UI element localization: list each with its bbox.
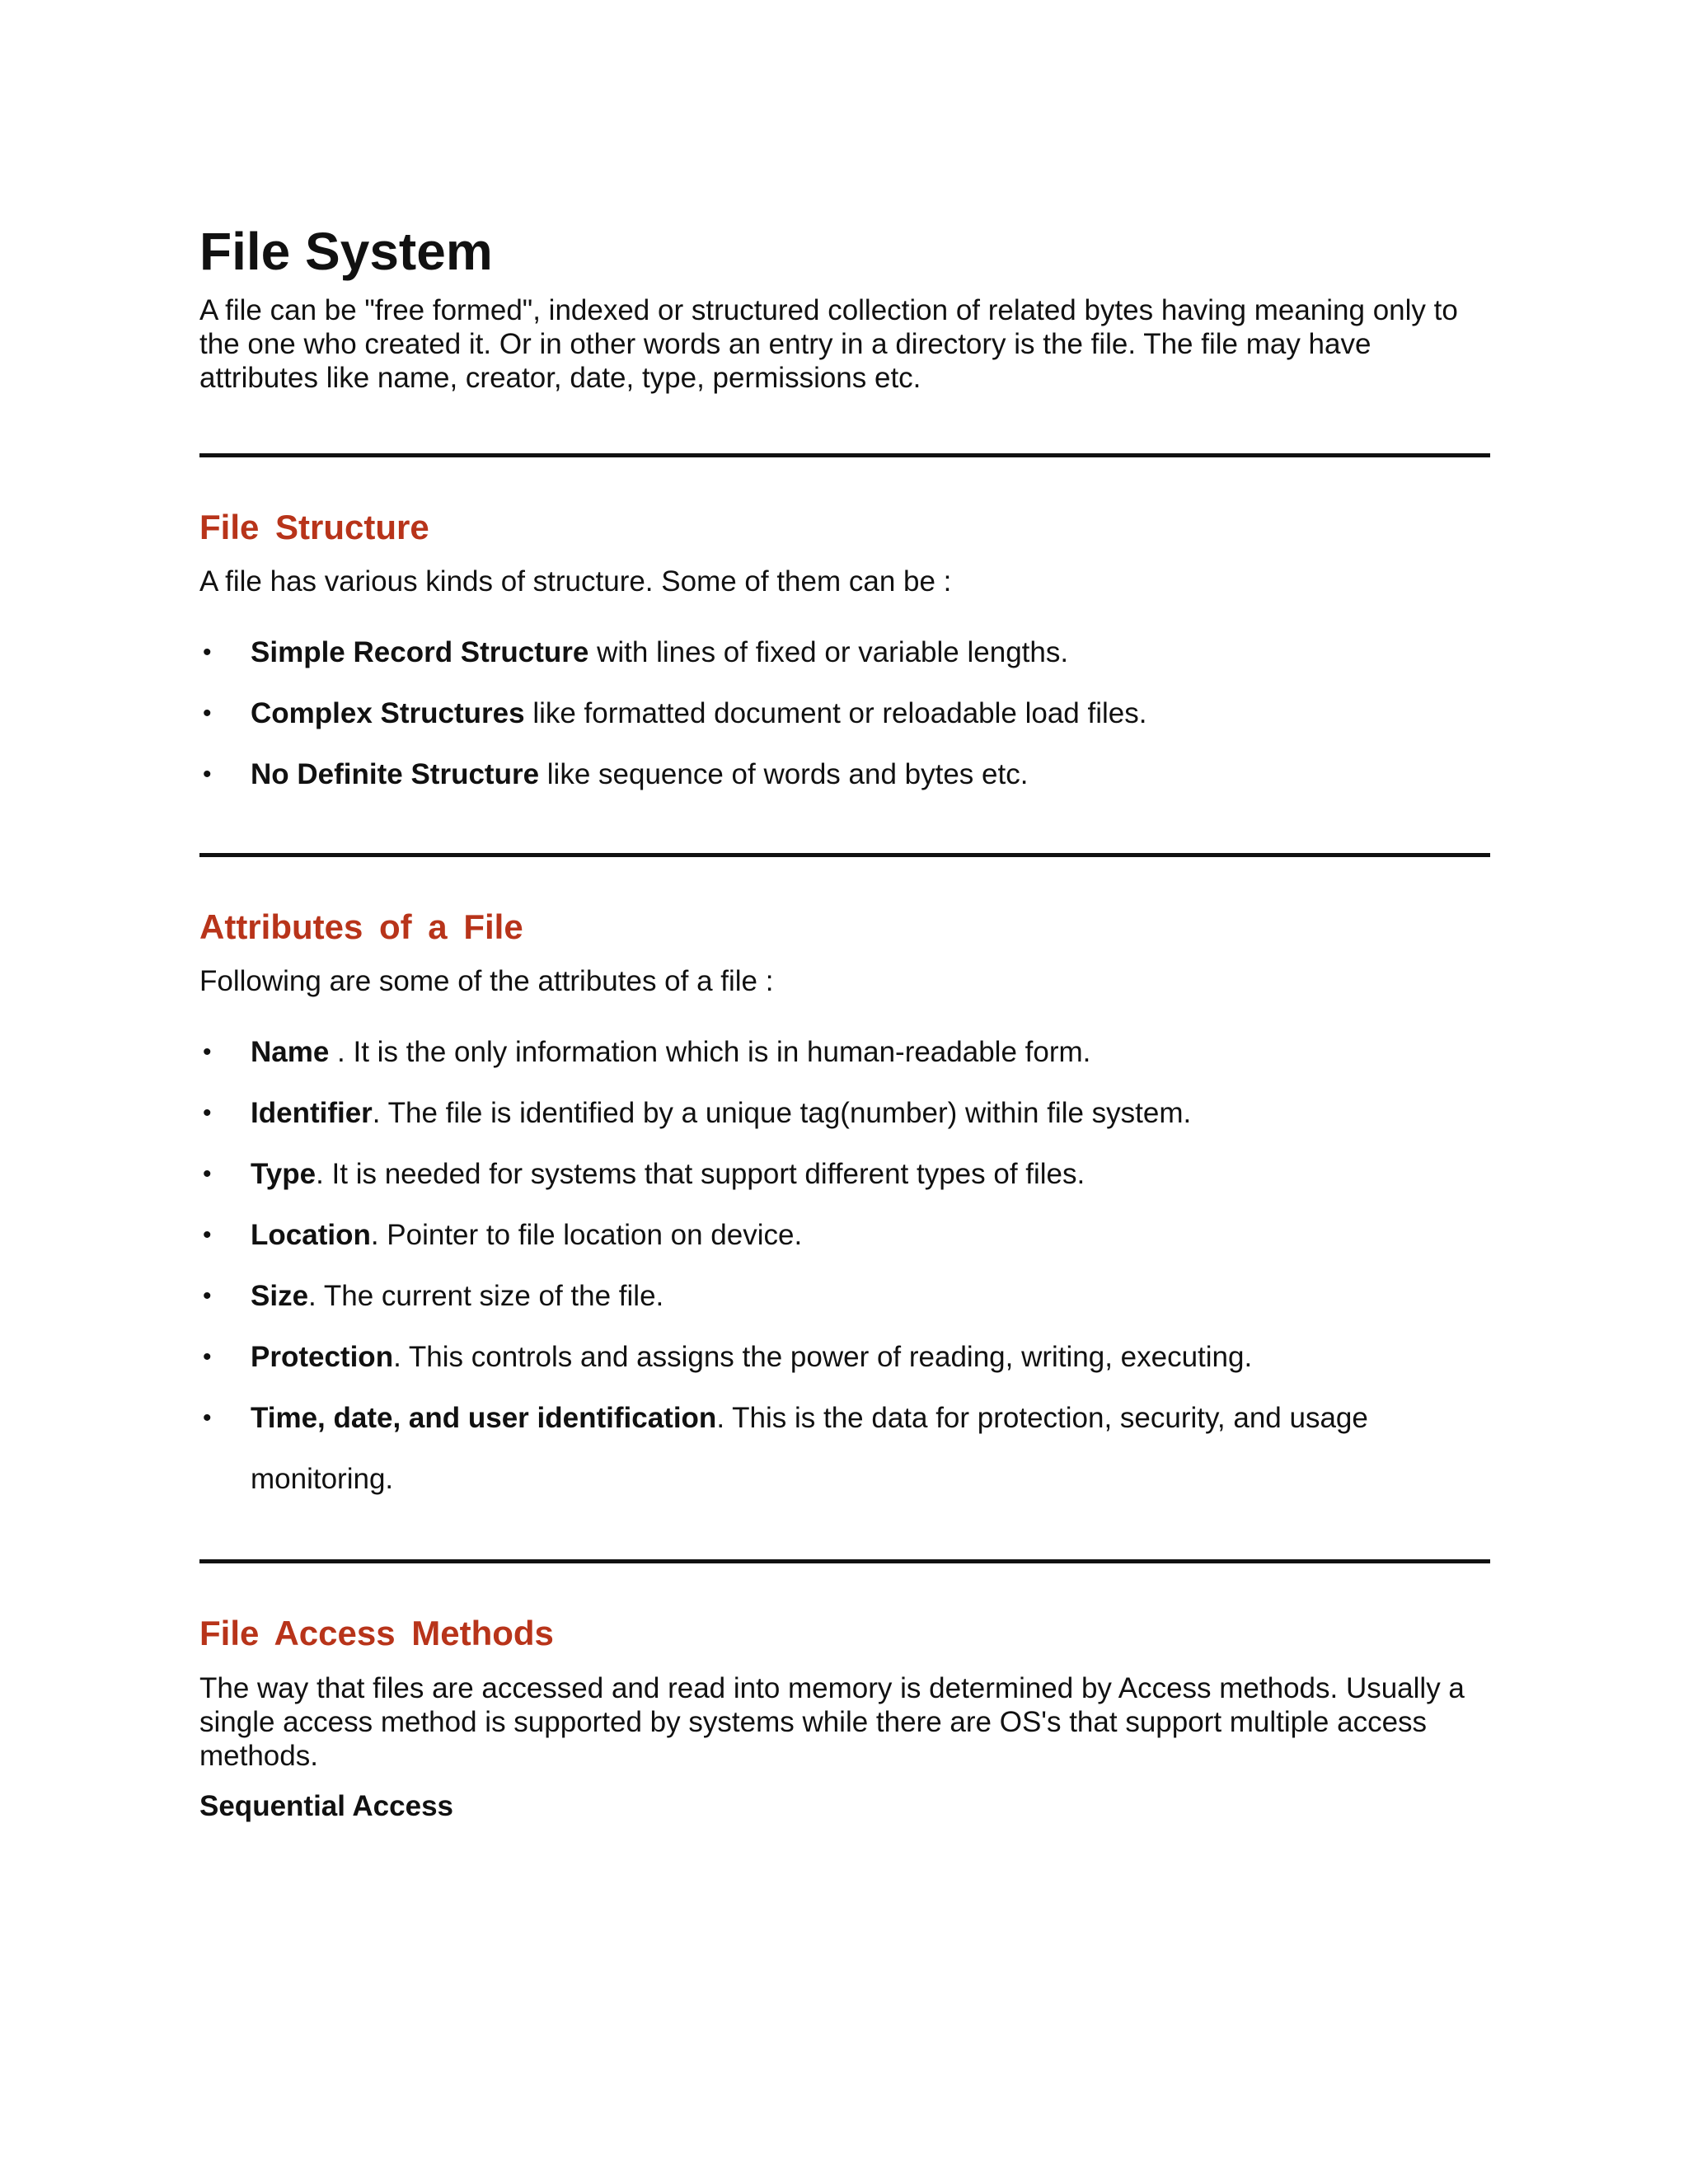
list-item [199, 744, 1490, 805]
file-structure-list [199, 622, 1490, 805]
bullet-icon: • [203, 700, 212, 728]
list-item [199, 1083, 1490, 1144]
section-divider [199, 853, 1490, 857]
bullet-icon: • [203, 1038, 212, 1066]
file-structure-intro: A file has various kinds of structure. Some of them can be : [199, 565, 952, 598]
list-item-text: like formatted document or reloadable load files. [524, 697, 1147, 730]
list-item-term: Size [251, 1280, 309, 1313]
list-item-term: Protection [251, 1341, 394, 1374]
list-item [199, 1022, 1490, 1083]
list-item [199, 683, 1490, 744]
bullet-icon: • [203, 1404, 212, 1432]
list-item-term: Identifier [251, 1097, 373, 1130]
list-item-text: . The current size of the file. [308, 1280, 664, 1313]
document-page [199, 223, 1490, 1823]
list-item-text: . This controls and assigns the power of reading, writing, executing. [393, 1341, 1253, 1374]
list-item [199, 1388, 1490, 1510]
attributes-heading: Attributes of a File [199, 907, 523, 947]
bullet-icon: • [203, 1282, 212, 1310]
list-item-term: No Definite Structure [251, 758, 540, 791]
intro-paragraph: A file can be "free formed", indexed or structured collection of related bytes having meaning only to the one who created it. Or in other words an entry in a directory is the file. The file may have attributes like name, creator, date, type, permissions etc. [199, 293, 1458, 394]
list-item-text: . It is the only information which is in human-readable form. [329, 1036, 1091, 1069]
bullet-icon: • [203, 1099, 212, 1127]
list-item-term: Name [251, 1036, 330, 1069]
list-item [199, 1205, 1490, 1266]
attributes-intro: Following are some of the attributes of a file : [199, 965, 774, 998]
page-title: File System [199, 222, 493, 281]
file-structure-heading: File Structure [199, 507, 429, 546]
list-item-term: Complex Structures [251, 697, 525, 730]
list-item [199, 622, 1490, 683]
list-item-term: Location [251, 1219, 371, 1252]
list-item-text: . Pointer to file location on device. [370, 1219, 803, 1252]
access-methods-heading: File Access Methods [199, 1614, 554, 1653]
list-item [199, 1266, 1490, 1327]
section-divider [199, 453, 1490, 457]
list-item [199, 1144, 1490, 1205]
attributes-list [199, 1022, 1490, 1510]
list-item-text: . This is the data for protection, security, and usage monitoring. [251, 1402, 1368, 1496]
list-item-text: . It is needed for systems that support different types of files. [316, 1158, 1085, 1191]
access-methods-intro: The way that files are accessed and read into memory is determined by Access methods. Usually a single access method is supported by systems while there are OS's that support multiple access methods. [199, 1671, 1465, 1772]
section-divider [199, 1559, 1490, 1563]
list-item-term: Simple Record Structure [251, 636, 589, 669]
sequential-access-heading: Sequential Access [199, 1789, 454, 1822]
bullet-icon: • [203, 761, 212, 789]
list-item-text: like sequence of words and bytes etc. [539, 758, 1029, 791]
bullet-icon: • [203, 639, 212, 667]
list-item-text: with lines of fixed or variable lengths. [588, 636, 1069, 669]
list-item-term: Time, date, and user identification [251, 1402, 717, 1435]
bullet-icon: • [203, 1221, 212, 1249]
bullet-icon: • [203, 1160, 212, 1188]
bullet-icon: • [203, 1343, 212, 1371]
list-item-term: Type [251, 1158, 316, 1191]
list-item-text: . The file is identified by a unique tag(number) within file system. [372, 1097, 1192, 1130]
list-item [199, 1327, 1490, 1388]
